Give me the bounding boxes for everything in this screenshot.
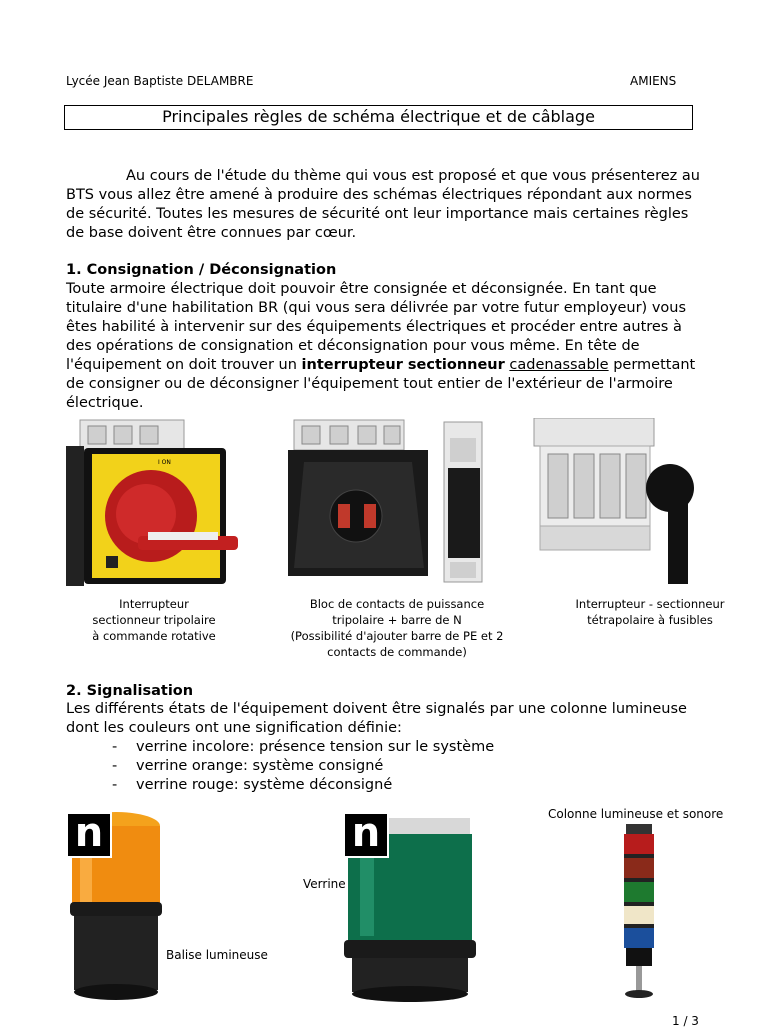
- section2-paragraph: Les différents états de l'équipement doivent être signalés par une colonne lumineuse dont les couleurs ont une signification définie:: [66, 701, 687, 736]
- section1-underlined-text: cadenassable: [509, 357, 609, 373]
- city-name: AMIENS: [630, 74, 677, 88]
- caption-line: (Possibilité d'ajouter barre de PE et 2: [290, 629, 504, 643]
- caption-line: Interrupteur - sectionneur: [575, 597, 725, 611]
- caption-line: Bloc de contacts de puissance: [309, 597, 485, 611]
- intro-paragraph: Au cours de l'étude du thème qui vous est proposé et que vous présenterez au BTS vous allez être amené à produire des schémas électriques répondant aux normes de sécurité. Toutes les mesures de sécurité ont leur importance mais certaines règles de base doivent être connues par cœur.: [66, 168, 700, 241]
- svg-text:I ON: I ON: [158, 459, 171, 466]
- caption-rotary-switch: [60, 596, 248, 644]
- contact-block-image: [284, 418, 494, 586]
- caption-line: contacts de commande): [327, 645, 467, 659]
- school-name: Lycée Jean Baptiste DELAMBRE: [66, 74, 254, 88]
- signal-list: [112, 738, 494, 795]
- page-number: 1 / 3: [672, 1014, 699, 1028]
- section1-text-after: permettant de consigner ou de déconsigner l'équipement tout entier de l'extérieur de l'armoire électrique.: [66, 357, 696, 411]
- caption-line: tétrapolaire à fusibles: [587, 613, 713, 627]
- fused-switch-image: [530, 418, 710, 586]
- section1-text-before: Toute armoire électrique doit pouvoir être consignée et déconsignée. En tant que titulaire d'une habilitation BR (qui vous sera délivrée par votre futur employeur) vous êtes habilité à intervenir sur des équipements électriques et procéder entre autres à des opérations de consignation et déconsignation pour vous même. En tête de l'équipement on doit trouver un: [66, 281, 687, 373]
- label-balise: Balise lumineuse: [166, 948, 268, 962]
- section1-heading: 1. Consignation / Déconsignation: [66, 262, 337, 278]
- list-item: - verrine incolore: présence tension sur le système: [112, 738, 494, 757]
- section2-heading: 2. Signalisation: [66, 683, 194, 699]
- section1-bold-text: interrupteur sectionneur: [301, 357, 505, 373]
- caption-contact-block: [262, 596, 532, 660]
- rotary-switch-image: [66, 418, 246, 586]
- page-title: Principales règles de schéma électrique et de câblage: [64, 105, 693, 130]
- label-colonne: Colonne lumineuse et sonore: [548, 807, 724, 821]
- list-item: - verrine orange: système consigné: [112, 757, 494, 776]
- caption-line: sectionneur tripolaire: [92, 613, 216, 627]
- n-badge-icon: n: [343, 812, 389, 858]
- label-verrine: Verrine: [303, 877, 346, 891]
- n-badge-icon: n: [66, 812, 112, 858]
- caption-line: à commande rotative: [92, 629, 216, 643]
- caption-fused-switch: [556, 596, 744, 628]
- list-item: - verrine rouge: système déconsigné: [112, 776, 494, 795]
- caption-line: tripolaire + barre de N: [332, 613, 462, 627]
- stack-light-image: [618, 824, 658, 1004]
- caption-line: Interrupteur: [119, 597, 189, 611]
- section1-paragraph: [66, 280, 706, 413]
